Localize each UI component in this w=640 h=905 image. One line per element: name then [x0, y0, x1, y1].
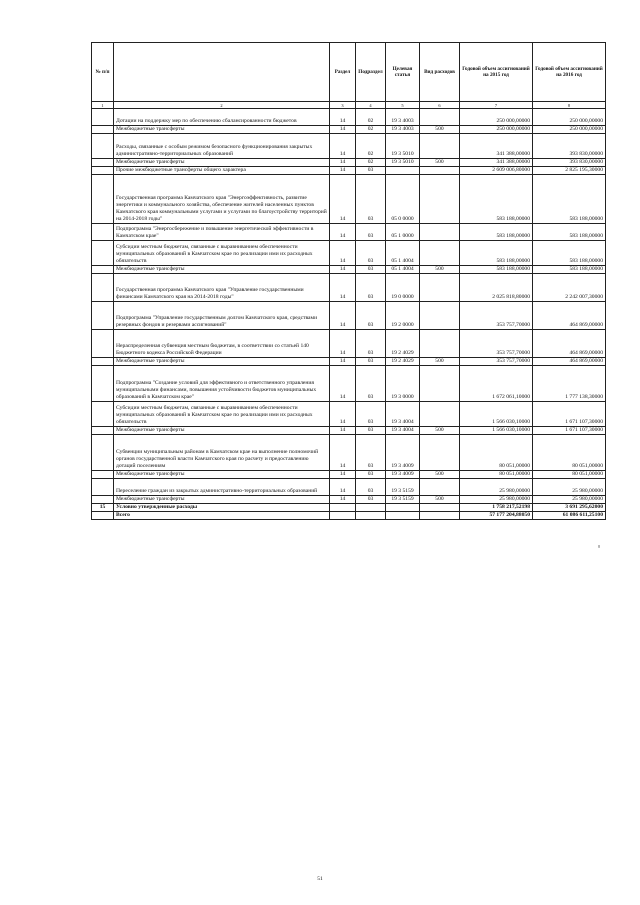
cell-expense-type	[420, 435, 460, 471]
cell-amount-2015: 1 672 061,10000	[460, 366, 533, 402]
cell-target-article: 19 3 4004	[386, 427, 420, 435]
cell-expense-type	[420, 366, 460, 402]
cell-num	[92, 435, 114, 471]
cell-expense-type: 500	[420, 126, 460, 134]
table-row	[92, 330, 606, 358]
cell-podrazdel: 03	[356, 224, 386, 241]
cell-amount-2016: 25 980,00000	[533, 479, 606, 496]
cell-target-article: 19 3 4003	[386, 109, 420, 126]
cell-target-article: 19 2 4029	[386, 358, 420, 366]
cell-name: Всего	[114, 512, 330, 520]
budget-sheet	[91, 42, 605, 520]
cell-target-article: 19 3 4004	[386, 402, 420, 427]
cell-name: Государственная программа Камчатского края "Управление государственными финансами Камчатского края на 2014-2018 годы"	[114, 274, 330, 302]
column-index: 6	[420, 102, 460, 109]
column-index: 5	[386, 102, 420, 109]
cell-amount-2015: 341 388,00000	[460, 134, 533, 159]
cell-name: Расходы, связанные с особым режимом безопасного функционирования закрытых административно-территориальных образований	[114, 134, 330, 159]
column-index: 7	[460, 102, 533, 109]
cell-razdel	[330, 504, 356, 512]
table-row	[92, 266, 606, 274]
cell-expense-type	[420, 167, 460, 175]
cell-podrazdel	[356, 504, 386, 512]
table-row	[92, 402, 606, 427]
cell-razdel: 14	[330, 302, 356, 330]
cell-podrazdel: 02	[356, 126, 386, 134]
cell-name: Переселение граждан из закрытых административно-территориальных образований	[114, 479, 330, 496]
cell-podrazdel: 03	[356, 330, 386, 358]
cell-target-article: 05 1 4004	[386, 241, 420, 266]
cell-razdel: 14	[330, 479, 356, 496]
cell-amount-2015: 2 609 006,80000	[460, 167, 533, 175]
cell-num	[92, 330, 114, 358]
cell-name: Субсидии местным бюджетам, связанные с выравниванием обеспеченности муниципальных образований в Камчатском крае по реализации ими их расходных обязательств	[114, 402, 330, 427]
cell-podrazdel	[356, 512, 386, 520]
cell-podrazdel: 03	[356, 479, 386, 496]
cell-podrazdel: 03	[356, 167, 386, 175]
cell-expense-type	[420, 224, 460, 241]
cell-amount-2015: 25 980,00000	[460, 496, 533, 504]
cell-amount-2015: 80 051,00000	[460, 435, 533, 471]
cell-podrazdel: 03	[356, 435, 386, 471]
table-row	[92, 274, 606, 302]
table-row	[92, 427, 606, 435]
cell-amount-2016: 464 869,00000	[533, 302, 606, 330]
cell-expense-type	[420, 402, 460, 427]
cell-name: Межбюджетные трансферты	[114, 159, 330, 167]
table-row	[92, 512, 606, 520]
cell-amount-2016: 61 086 611,25100	[533, 512, 606, 520]
cell-expense-type	[420, 330, 460, 358]
cell-target-article	[386, 167, 420, 175]
cell-amount-2015: 583 188,00000	[460, 175, 533, 224]
cell-num	[92, 496, 114, 504]
cell-razdel: 14	[330, 175, 356, 224]
cell-num	[92, 274, 114, 302]
cell-expense-type	[420, 504, 460, 512]
cell-name: Прочие межбюджетные трансферты общего характера	[114, 167, 330, 175]
cell-name: Условно утвержденные расходы	[114, 504, 330, 512]
cell-podrazdel: 03	[356, 266, 386, 274]
header-2016: Годовой объем ассигнований на 2016 год	[533, 43, 606, 102]
cell-amount-2016: 393 830,00000	[533, 159, 606, 167]
cell-expense-type	[420, 134, 460, 159]
cell-podrazdel: 03	[356, 402, 386, 427]
cell-amount-2015: 353 757,70000	[460, 358, 533, 366]
table-body	[92, 109, 606, 520]
cell-amount-2015: 250 000,00000	[460, 126, 533, 134]
cell-razdel: 14	[330, 241, 356, 266]
cell-name: Подпрограмма "Создание условий для эффективного и ответственного управления муниципальными финансами, повышения устойчивости бюджетов муниципальных образований в Камчатском крае"	[114, 366, 330, 402]
cell-razdel: 14	[330, 224, 356, 241]
cell-num	[92, 366, 114, 402]
cell-podrazdel: 03	[356, 175, 386, 224]
cell-name: Государственная программа Камчатского края "Энергоэффективность, развитие энергетики и коммунального хозяйства, обеспечение жителей населенных пунктов Камчатского края коммунальными услугами и услугами по благоустройству территорий на 2014-2018 годы"	[114, 175, 330, 224]
column-index: 4	[356, 102, 386, 109]
column-index-row	[92, 102, 606, 109]
cell-razdel: 14	[330, 427, 356, 435]
cell-razdel: 14	[330, 134, 356, 159]
cell-amount-2015: 2 025 818,80000	[460, 274, 533, 302]
cell-num	[92, 159, 114, 167]
cell-amount-2016: 250 000,00000	[533, 126, 606, 134]
cell-num	[92, 167, 114, 175]
cell-podrazdel: 03	[356, 241, 386, 266]
table-row	[92, 109, 606, 126]
cell-razdel	[330, 512, 356, 520]
cell-expense-type: 500	[420, 159, 460, 167]
cell-amount-2015: 80 051,00000	[460, 471, 533, 479]
cell-amount-2016: 583 188,00000	[533, 266, 606, 274]
cell-amount-2016: 583 188,00000	[533, 224, 606, 241]
cell-expense-type	[420, 479, 460, 496]
cell-name: Межбюджетные трансферты	[114, 427, 330, 435]
cell-target-article: 19 3 0000	[386, 366, 420, 402]
cell-amount-2016: 583 188,00000	[533, 175, 606, 224]
cell-amount-2015: 25 980,00000	[460, 479, 533, 496]
cell-target-article: 19 2 4029	[386, 330, 420, 358]
budget-table	[91, 42, 606, 520]
cell-target-article: 19 3 5159	[386, 496, 420, 504]
header-row	[92, 43, 606, 102]
page-number: 51	[317, 876, 323, 882]
cell-podrazdel: 03	[356, 358, 386, 366]
cell-amount-2015: 583 188,00000	[460, 224, 533, 241]
cell-expense-type: 500	[420, 266, 460, 274]
cell-expense-type	[420, 274, 460, 302]
cell-num	[92, 126, 114, 134]
cell-amount-2016: 1 777 138,30000	[533, 366, 606, 402]
table-row	[92, 167, 606, 175]
cell-razdel: 14	[330, 274, 356, 302]
table-row	[92, 175, 606, 224]
cell-target-article: 19 3 5010	[386, 159, 420, 167]
cell-num	[92, 224, 114, 241]
cell-amount-2015: 353 757,70000	[460, 330, 533, 358]
header-podrazdel: Подраздел	[356, 43, 386, 102]
cell-name: Дотации на поддержку мер по обеспечению сбалансированности бюджетов	[114, 109, 330, 126]
cell-podrazdel: 03	[356, 302, 386, 330]
cell-amount-2015: 1 758 217,52198	[460, 504, 533, 512]
column-index: 2	[114, 102, 330, 109]
cell-name: Межбюджетные трансферты	[114, 266, 330, 274]
cell-razdel: 14	[330, 159, 356, 167]
table-row	[92, 435, 606, 471]
cell-podrazdel: 03	[356, 427, 386, 435]
cell-name: Межбюджетные трансферты	[114, 471, 330, 479]
cell-expense-type: 500	[420, 358, 460, 366]
cell-expense-type: 500	[420, 496, 460, 504]
cell-amount-2016: 25 980,00000	[533, 496, 606, 504]
cell-razdel: 14	[330, 126, 356, 134]
cell-target-article: 19 3 5159	[386, 479, 420, 496]
cell-razdel: 14	[330, 167, 356, 175]
cell-amount-2015: 250 000,00000	[460, 109, 533, 126]
cell-num	[92, 512, 114, 520]
cell-expense-type: 500	[420, 471, 460, 479]
header-expense-type: Вид расходов	[420, 43, 460, 102]
cell-amount-2016: 2 242 007,30000	[533, 274, 606, 302]
table-row	[92, 302, 606, 330]
cell-podrazdel: 03	[356, 471, 386, 479]
cell-razdel: 14	[330, 358, 356, 366]
cell-target-article: 05 1 4004	[386, 266, 420, 274]
cell-expense-type	[420, 109, 460, 126]
table-row	[92, 479, 606, 496]
table-row	[92, 471, 606, 479]
cell-amount-2016: 250 000,00000	[533, 109, 606, 126]
cell-amount-2016: 464 869,00000	[533, 330, 606, 358]
cell-razdel: 14	[330, 109, 356, 126]
cell-num	[92, 241, 114, 266]
cell-num	[92, 479, 114, 496]
cell-razdel: 14	[330, 402, 356, 427]
cell-amount-2016: 3 691 295,62000	[533, 504, 606, 512]
cell-num: 15	[92, 504, 114, 512]
table-row	[92, 496, 606, 504]
cell-name: Субвенции муниципальным районам в Камчатском крае на выполнение полномочий органов государственной власти Камчатского края по расчету и предоставлению дотаций поселениям	[114, 435, 330, 471]
cell-amount-2016: 583 188,00000	[533, 241, 606, 266]
column-index: 3	[330, 102, 356, 109]
cell-expense-type	[420, 175, 460, 224]
cell-podrazdel: 02	[356, 134, 386, 159]
cell-num	[92, 266, 114, 274]
cell-expense-type	[420, 241, 460, 266]
cell-amount-2015: 341 388,00000	[460, 159, 533, 167]
table-row	[92, 159, 606, 167]
cell-num	[92, 109, 114, 126]
cell-amount-2015: 353 757,70000	[460, 302, 533, 330]
cell-amount-2016: 464 869,00000	[533, 358, 606, 366]
cell-amount-2015: 57 177 204,88050	[460, 512, 533, 520]
cell-razdel: 14	[330, 330, 356, 358]
cell-target-article: 19 2 0000	[386, 302, 420, 330]
cell-num	[92, 402, 114, 427]
header-target-article: Целевая статья	[386, 43, 420, 102]
cell-razdel: 14	[330, 496, 356, 504]
table-row	[92, 241, 606, 266]
header-num: № п/п	[92, 43, 114, 102]
cell-amount-2015: 583 188,00000	[460, 266, 533, 274]
cell-podrazdel: 02	[356, 159, 386, 167]
cell-num	[92, 302, 114, 330]
cell-amount-2015: 583 188,00000	[460, 241, 533, 266]
cell-name: Нераспределенная субвенция местным бюджетам, в соответствии со статьей 140 Бюджетного кодекса Российской Федерации	[114, 330, 330, 358]
table-row	[92, 134, 606, 159]
cell-podrazdel: 03	[356, 366, 386, 402]
cell-podrazdel: 02	[356, 109, 386, 126]
header-razdel: Раздел	[330, 43, 356, 102]
table-row	[92, 358, 606, 366]
cell-amount-2016: 80 051,00000	[533, 471, 606, 479]
cell-num	[92, 427, 114, 435]
cell-target-article: 19 3 4003	[386, 126, 420, 134]
cell-name: Подпрограмма "Энергосбережение и повышение энергетической эффективности в Камчатском крае"	[114, 224, 330, 241]
table-row	[92, 224, 606, 241]
table-row	[92, 126, 606, 134]
cell-target-article	[386, 512, 420, 520]
cell-name: Межбюджетные трансферты	[114, 496, 330, 504]
cell-name: Межбюджетные трансферты	[114, 126, 330, 134]
cell-num	[92, 358, 114, 366]
cell-expense-type	[420, 302, 460, 330]
header-name	[114, 43, 330, 102]
table-row	[92, 504, 606, 512]
cell-amount-2016: 393 830,00000	[533, 134, 606, 159]
cell-amount-2016: 1 671 107,30000	[533, 402, 606, 427]
cell-amount-2015: 1 566 030,10000	[460, 427, 533, 435]
cell-podrazdel: 03	[356, 274, 386, 302]
cell-amount-2016: 2 825 195,30000	[533, 167, 606, 175]
cell-amount-2015: 1 566 030,10000	[460, 402, 533, 427]
cell-amount-2016: 1 671 107,30000	[533, 427, 606, 435]
cell-razdel: 14	[330, 435, 356, 471]
cell-target-article	[386, 504, 420, 512]
cell-target-article: 05 0 0000	[386, 175, 420, 224]
cell-target-article: 19 3 4009	[386, 471, 420, 479]
corner-mark: 8	[598, 544, 600, 549]
header-2015: Годовой объем ассигнований на 2015 год	[460, 43, 533, 102]
cell-razdel: 14	[330, 266, 356, 274]
cell-razdel: 14	[330, 366, 356, 402]
cell-expense-type: 500	[420, 427, 460, 435]
cell-target-article: 19 3 5010	[386, 134, 420, 159]
cell-num	[92, 471, 114, 479]
cell-podrazdel: 03	[356, 496, 386, 504]
cell-num	[92, 134, 114, 159]
cell-name: Субсидии местным бюджетам, связанные с выравниванием обеспеченности муниципальных образований в Камчатском крае по реализации ими их расходных обязательств	[114, 241, 330, 266]
cell-num	[92, 175, 114, 224]
table-row	[92, 366, 606, 402]
column-index: 8	[533, 102, 606, 109]
cell-razdel: 14	[330, 471, 356, 479]
cell-expense-type	[420, 512, 460, 520]
cell-amount-2016: 80 051,00000	[533, 435, 606, 471]
cell-name: Межбюджетные трансферты	[114, 358, 330, 366]
cell-target-article: 19 0 0000	[386, 274, 420, 302]
column-index: 1	[92, 102, 114, 109]
cell-name: Подпрограмма "Управление государственным долгом Камчатского края, средствами резервных фондов и резервами ассигнований"	[114, 302, 330, 330]
cell-target-article: 05 1 0000	[386, 224, 420, 241]
cell-target-article: 19 3 4009	[386, 435, 420, 471]
